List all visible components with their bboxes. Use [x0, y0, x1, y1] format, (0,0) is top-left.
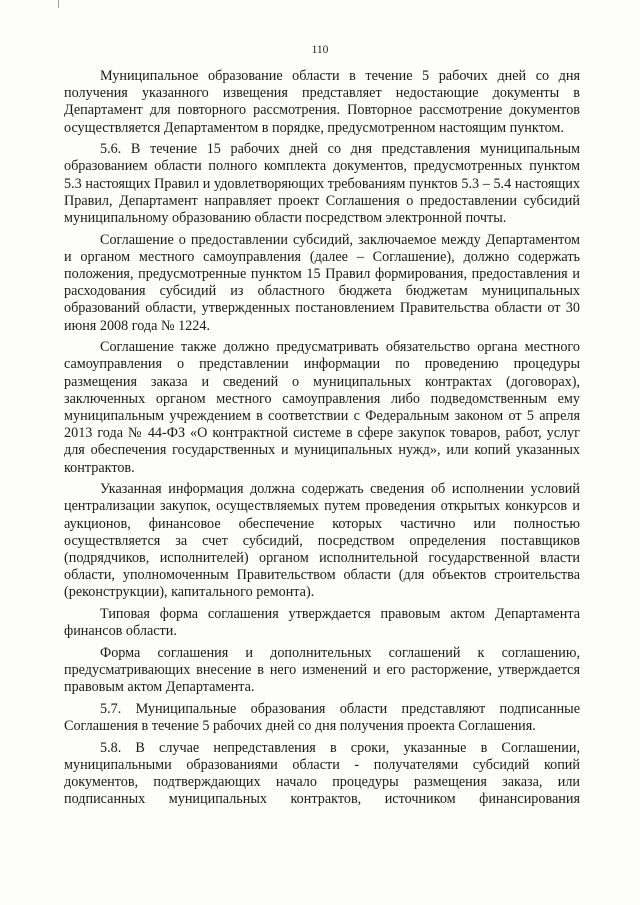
paragraph-information-content: Указанная информация должна содержать сведения об исполнении условий централизации закупок, осуществляемых путем проведения открытых конкурсов и аукционов, финансовое обеспечение которых частично или полностью осуществляется за счет субсидий, посредством определения поставщиков (подрядчиков, исполнителей) органом исполнительной государственной власти области, уполномоченным Правительством области (для объектов строительства (реконструкции), капитального ремонта). [64, 481, 580, 601]
scan-edge-mark [58, 0, 59, 8]
paragraph-supplementary-agreements: Форма соглашения и дополнительных соглашений к соглашению, предусматривающих внесение в него изменений и его расторжение, утверждается правовым актом Департамента. [64, 644, 580, 696]
paragraph-5-8: 5.8. В случае непредставления в сроки, указанные в Соглашении, муниципальными образованиями области - получателями субсидий копий документов, подтверждающих начало процедуры размещения заказа, или подписанных муниципальных контрактов, источником финансирования [64, 739, 580, 808]
paragraph-5-6: 5.6. В течение 15 рабочих дней со дня представления муниципальным образованием области полного комплекта документов, предусмотренных пунктом 5.3 настоящих Правил и удовлетворяющих требованиям пунктов 5.3 – 5.4 настоящих Правил, Департамент направляет проект Соглашения о предоставлении субсидий муниципальному образованию области посредством электронной почты. [64, 141, 580, 227]
paragraph-5-7: 5.7. Муниципальные образования области представляют подписанные Соглашения в течение 5 рабочих дней со дня получения проекта Соглашения. [64, 700, 580, 735]
paragraph-agreement-content: Соглашение о предоставлении субсидий, заключаемое между Департаментом и органом местного самоуправления (далее – Соглашение), должно содержать положения, предусмотренные пунктом 15 Правил формирования, предоставления и расходования субсидий из областного бюджета бюджетам муниципальных образований области, утвержденных постановлением Правительства области от 30 июня 2008 года № 1224. [64, 231, 580, 334]
paragraph-standard-form: Типовая форма соглашения утверждается правовым актом Департамента финансов области. [64, 606, 580, 640]
body-text [64, 68, 580, 813]
paragraph-resubmission: Муниципальное образование области в течение 5 рабочих дней со дня получения указанного извещения представляет недостающие документы в Департамент для повторного рассмотрения. Повторное рассмотрение документов осуществляется Департаментом в порядке, предусмотренном настоящим пунктом. [64, 68, 580, 136]
page-number: 110 [311, 44, 329, 56]
paragraph-agreement-obligation: Соглашение также должно предусматривать обязательство органа местного самоуправления о представлении информации по проведению процедуры размещения заказа и сведений о муниципальных контрактах (договорах), заключенных органом местного самоуправления либо подведомственным ему муниципальным учреждением в соответствии с Федеральным законом от 5 апреля 2013 года № 44-ФЗ «О контрактной системе в сфере закупок товаров, работ, услуг для обеспечения государственных и муниципальных нужд», или копий указанных контрактов. [64, 339, 580, 476]
